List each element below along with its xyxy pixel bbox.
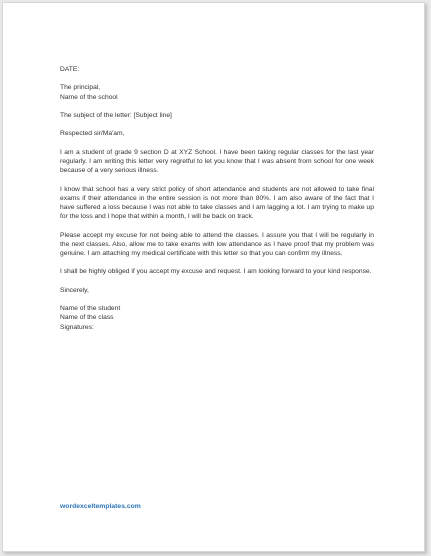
signatures-label: Signatures:	[60, 323, 94, 331]
recipient-block	[60, 83, 374, 101]
website-link[interactable]: wordexceltemplates.com	[60, 503, 141, 510]
body-paragraph-4: I shall be highly obliged if you accept my excuse and request. I am looking forward to your kind response.	[60, 268, 372, 276]
signature-block	[60, 304, 374, 332]
body-paragraph-2: I know that school has a very strict policy of short attendance and students are not allowed to take final exams if their attendance in the entire session is not more than 80%. I am also aware of the fact that I have suffered a loss because I was not able to take classes and I am lagging a lot. I am trying to make up for the loss and I hope that within a month, I will be back on track.	[60, 185, 374, 221]
salutation: Respected sir/Ma'am,	[60, 130, 125, 138]
subject-line: The subject of the letter: [Subject line]	[60, 111, 172, 119]
student-name: Name of the student	[60, 305, 121, 313]
class-name: Name of the class	[60, 314, 114, 322]
recipient-title: The principal,	[60, 84, 101, 92]
recipient-school: Name of the school	[60, 93, 118, 101]
document-page	[2, 2, 425, 552]
body-paragraph-3: Please accept my excuse for not being able to attend the classes. I assure you that I will be regularly in the next classes. Also, allow me to take exams with low attendance as I have proof that my problem was genuine. I am attaching my medical certificate with this letter so that you can confirm my illness.	[60, 231, 374, 257]
letter-body	[60, 65, 374, 341]
closing: Sincerely,	[60, 286, 89, 294]
date-label: DATE:	[60, 66, 80, 73]
body-paragraph-1: I am a student of grade 9 section D at XYZ School. I have been taking regular classes for the last year regularly. I am writing this letter very regretful to let you know that I was absent from school for one week because of a very serious illness.	[60, 148, 374, 175]
